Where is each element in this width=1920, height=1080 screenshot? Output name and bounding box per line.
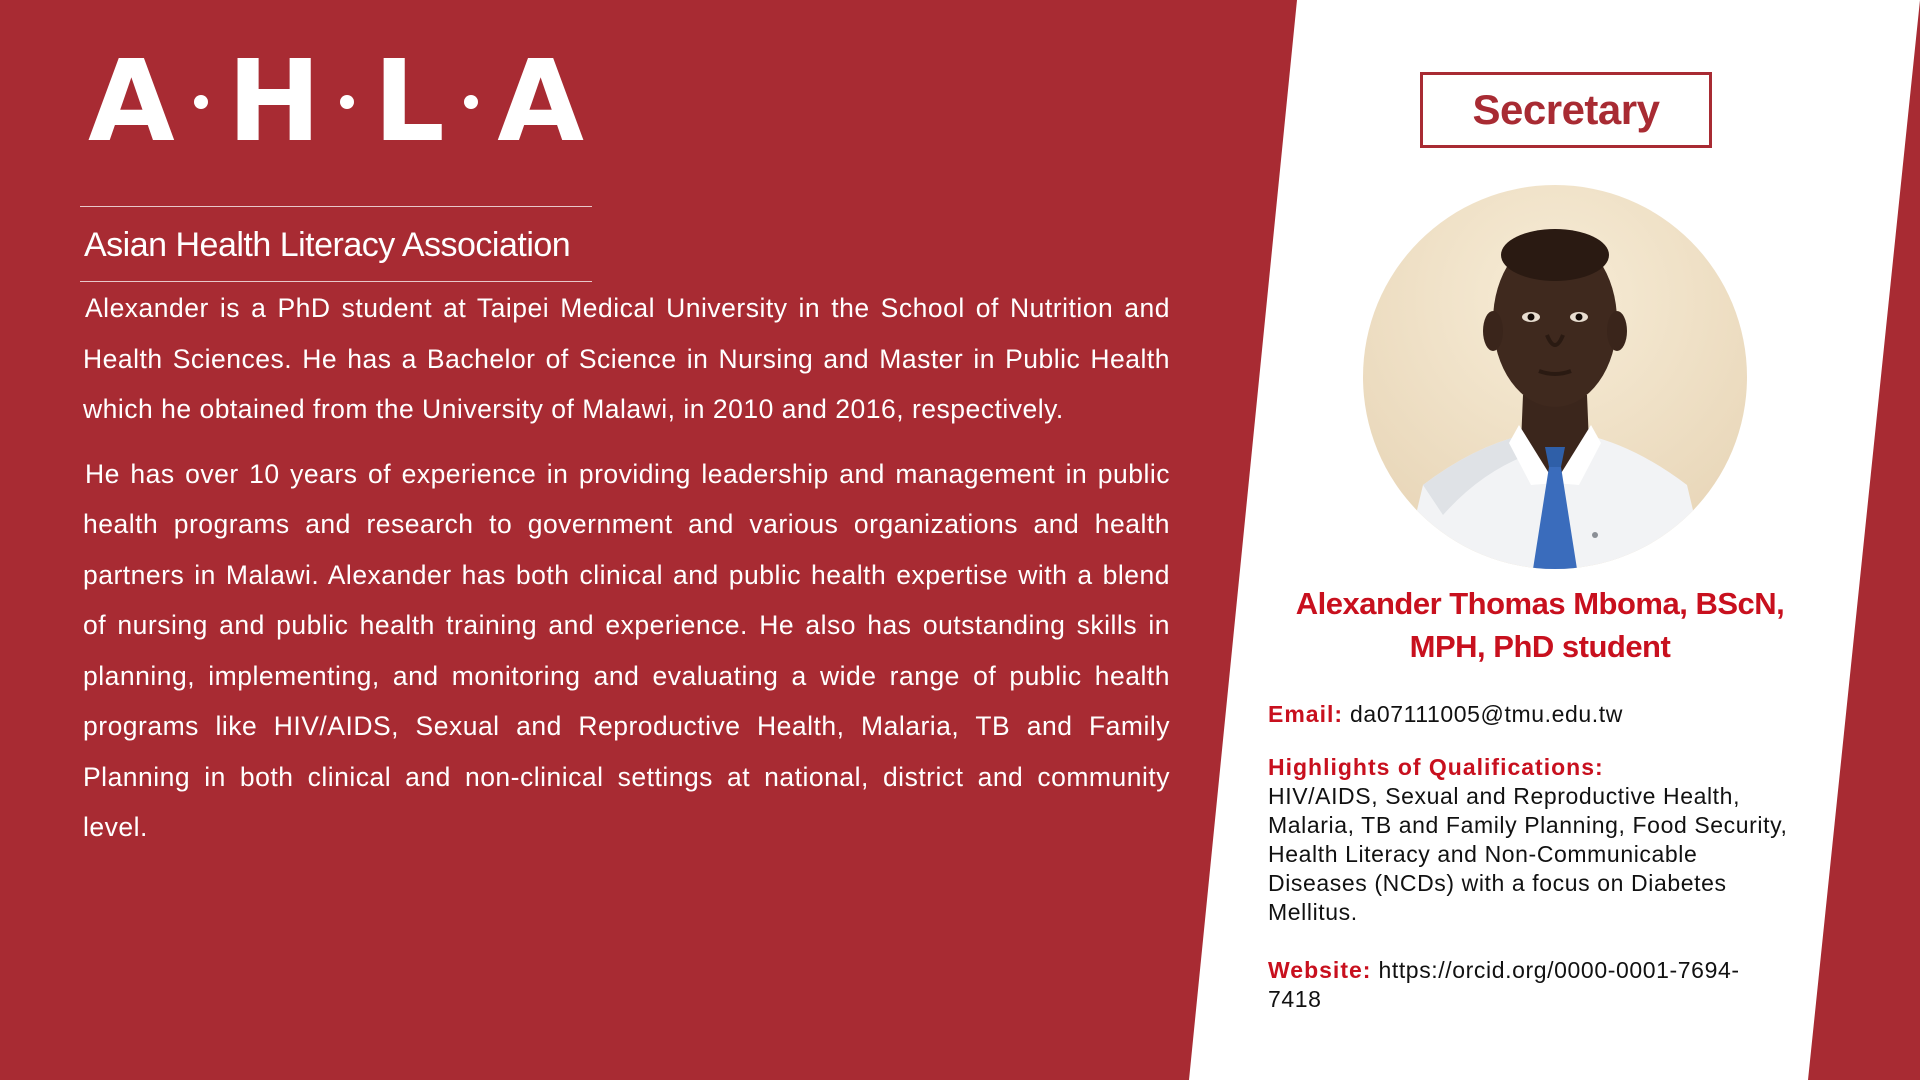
logo-letter-h: H xyxy=(227,37,321,167)
highlights-text: HIV/AIDS, Sexual and Reproductive Health, Malaria, TB and Family Planning, Food Security, Health Literacy and Non-Communicable Diseases (NCDs) with a focus on Diabetes Mellitus. xyxy=(1268,783,1788,925)
ahla-logo xyxy=(80,37,592,282)
email-row xyxy=(1268,700,1788,729)
bio-paragraph: Alexander is a PhD student at Taipei Medical University in the School of Nutrition and Health Sciences. He has a Bachelor of Science in Nursing and Master in Public Health which he obtained from the University of Malawi, in 2010 and 2016, respectively. xyxy=(83,293,1170,424)
logo-letter-a2: A xyxy=(497,37,584,167)
logo-subtitle: Asian Health Literacy Association xyxy=(84,226,571,264)
member-name-line: MPH, PhD student xyxy=(1409,629,1671,664)
website-row xyxy=(1268,956,1788,1014)
email-label: Email: xyxy=(1268,701,1344,727)
member-name-line: Alexander Thomas Mboma, BScN, xyxy=(1295,586,1785,621)
bio-paragraph: He has over 10 years of experience in providing leadership and management in public health programs and research to government and various organizations and health partners in Malawi. Alexander has both clinical and public health expertise with a blend of nursing and public health training and experience. He also has outstanding skills in planning, implementing, and monitoring and evaluating a wide range of public health programs like HIV/AIDS, Sexual and Reproductive Health, Malaria, TB and Family Planning in both clinical and non-clinical settings at national, district and community level. xyxy=(83,458,1170,842)
logo-dot xyxy=(340,95,354,109)
website-link[interactable]: https://orcid.org/0000-0001-7694-7418 xyxy=(1268,957,1740,1012)
logo-divider xyxy=(80,206,592,207)
member-name xyxy=(1270,582,1810,668)
logo-letter-a1: A xyxy=(88,37,175,167)
highlights-row xyxy=(1268,753,1788,927)
role-badge: Secretary xyxy=(1420,72,1712,148)
website-label: Website: xyxy=(1268,957,1372,983)
logo-divider xyxy=(80,281,592,282)
portrait-illustration xyxy=(1363,185,1747,569)
biography xyxy=(83,283,1170,867)
contact-details xyxy=(1268,700,1788,1014)
logo-letter-l: L xyxy=(373,37,445,167)
highlights-label: Highlights of Qualifications: xyxy=(1268,754,1604,780)
logo-dot xyxy=(464,95,478,109)
logo-wordmark xyxy=(80,37,592,167)
profile-photo xyxy=(1363,185,1747,569)
email-value[interactable]: da07111005@tmu.edu.tw xyxy=(1350,701,1623,727)
logo-dot xyxy=(194,95,208,109)
